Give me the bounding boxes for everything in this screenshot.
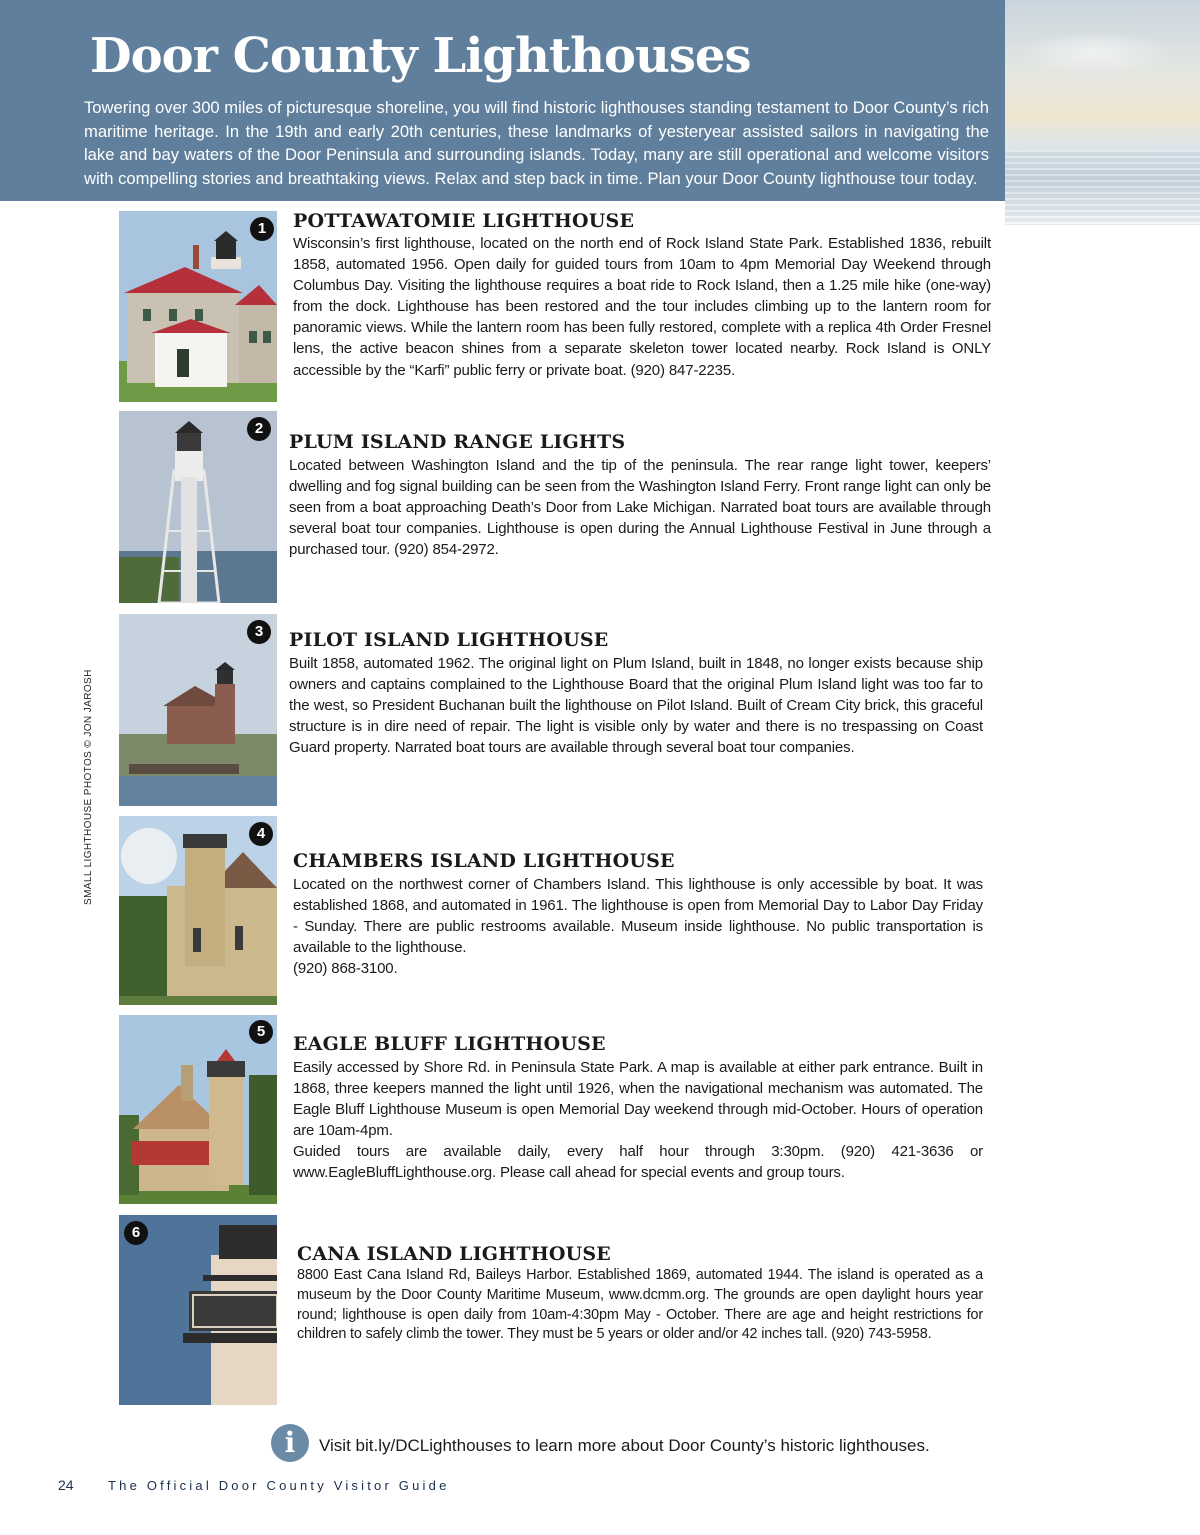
header-banner [0, 0, 1005, 201]
lighthouse-description [293, 233, 991, 381]
number-badge: 3 [247, 620, 271, 644]
description-paragraph: Located between Washington Island and the tip of the peninsula. The rear range light tower, keepers’ dwelling and fog signal building can be seen from the Washington Island Ferry. Front range light can only be seen from a boat approaching Death’s Door from Lake Michigan. Narrated boat tours are available through several boat tour companies. Lighthouse is open during the Annual Lighthouse Festival in June through a purchased tour. (920) 854-2972. [289, 457, 991, 559]
pottawatomie-photo [119, 211, 277, 402]
info-icon: i [271, 1424, 309, 1462]
page-number: 24 [58, 1477, 74, 1493]
photo-credit: SMALL LIGHTHOUSE PHOTOS © JON JAROSH [83, 669, 94, 905]
lighthouse-description [293, 874, 983, 979]
eagle-bluff-photo [119, 1015, 277, 1204]
cloud-image [1020, 30, 1170, 75]
number-badge: 5 [249, 1020, 273, 1044]
description-paragraph: 8800 East Cana Island Rd, Baileys Harbor. Established 1869, automated 1944. The island is operated as a museum by the Door County Maritime Museum, www.dcmm.org. The grounds are open daylight hours year round; lighthouse is open daily from 10am-4:30pm May - October. There are age and height restrictions for children to safely climb the tower. They must be 5 years or older and/or 42 inches tall. (920) 743-5958. [297, 1267, 983, 1343]
description-paragraph: (920) 868-3100. [293, 960, 398, 978]
lighthouse-title: CHAMBERS ISLAND LIGHTHOUSE [293, 850, 675, 872]
lighthouse-title: PILOT ISLAND LIGHTHOUSE [289, 629, 609, 651]
water-image [1005, 150, 1200, 225]
lighthouse-description [289, 455, 991, 560]
lighthouse-description [297, 1266, 983, 1345]
description-paragraph: Wisconsin’s first lighthouse, located on the north end of Rock Island State Park. Established 1836, rebuilt 1858, automated 1956. Open daily for guided tours from 10am to 4pm Memorial Day Weekend through Columbus Day. Visiting the lighthouse requires a boat ride to Rock Island, then a 1.25 mile hike (one-way) from the dock. Lighthouse has been restored and the tour includes climbing up to the lantern room for panoramic views. While the lantern room has been fully restored, complete with a replica 4th Order Fresnel lens, the active beacon shines from a separate skeleton tower located nearby. Rock Island is ONLY accessible by the “Karfi” public ferry or private boat. (920) 847-2235. [293, 235, 991, 379]
lighthouse-description [289, 653, 983, 758]
description-paragraph: Guided tours are available daily, every half hour through 3:30pm. (920) 421-3636 or www.EagleBluffLighthouse.org. Please call ahead for special events and group tours. [293, 1143, 983, 1182]
lighthouse-description [293, 1057, 983, 1184]
number-badge: 6 [124, 1221, 148, 1245]
lighthouse-title: EAGLE BLUFF LIGHTHOUSE [293, 1033, 606, 1055]
cana-island-photo [119, 1215, 277, 1405]
chambers-island-photo [119, 816, 277, 1005]
number-badge: 2 [247, 417, 271, 441]
intro-paragraph: Towering over 300 miles of picturesque shoreline, you will find historic lighthouses standing testament to Door County’s rich maritime heritage. In the 19th and early 20th centuries, these landmarks of yesteryear assisted sailors in navigating the lake and bay waters of the Door Peninsula and surrounding islands. Today, many are still operational and welcome visitors with compelling stories and breathtaking views. Relax and step back in time. Plan your Door County lighthouse tour today. [84, 98, 989, 188]
lighthouse-title: POTTAWATOMIE LIGHTHOUSE [293, 210, 635, 232]
lighthouse-title: PLUM ISLAND RANGE LIGHTS [289, 431, 626, 453]
guide-title: The Official Door County Visitor Guide [108, 1478, 450, 1493]
number-badge: 1 [250, 217, 274, 241]
lighthouse-title: CANA ISLAND LIGHTHOUSE [297, 1243, 611, 1265]
description-paragraph: Easily accessed by Shore Rd. in Peninsula State Park. A map is available at either park entrance. Built in 1868, three keepers manned the light until 1926, when the navigational mechanism was automated. The Eagle Bluff Lighthouse Museum is open Memorial Day weekend through mid-October. Hours of operation are 10am-4pm. [293, 1059, 983, 1140]
info-link-text: Visit bit.ly/DCLighthouses to learn more about Door County’s historic lighthouses. [319, 1436, 930, 1455]
description-paragraph: Located on the northwest corner of Chambers Island. This lighthouse is only accessible by boat. It was established 1868, and automated in 1961. The lighthouse is open from Memorial Day to Labor Day Friday - Sunday. There are public restrooms available. Museum inside lighthouse. No public transportation is available to the lighthouse. [293, 876, 983, 957]
page-title: Door County Lighthouses [90, 28, 751, 84]
number-badge: 4 [249, 822, 273, 846]
description-paragraph: Built 1858, automated 1962. The original light on Plum Island, built in 1848, no longer exists because ship owners and captains complained to the Lighthouse Board that the original Plum Island light was too far to the west, so President Buchanan built the lighthouse on Pilot Island. Built of Cream City brick, this graceful structure is in dire need of repair. The light is visible only by water and there is no trespassing on Coast Guard property. Narrated boat tours are available through several boat tour companies. [289, 655, 983, 757]
